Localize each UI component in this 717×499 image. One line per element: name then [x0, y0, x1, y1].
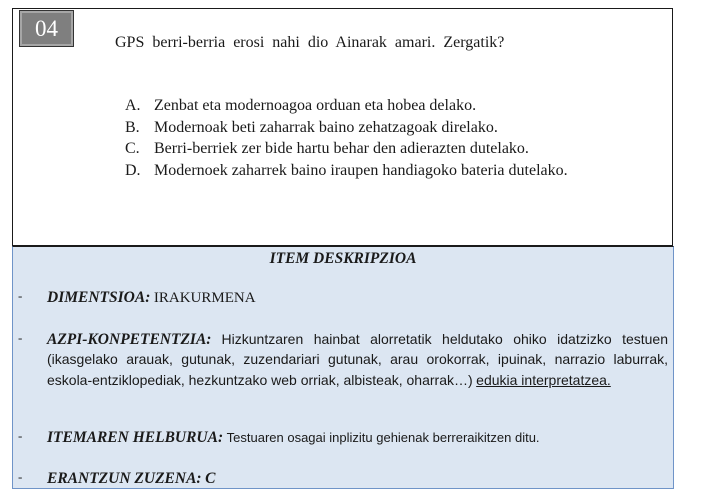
subcompetence-body — [47, 330, 668, 391]
options-list — [125, 95, 647, 181]
answer-value: C — [205, 470, 216, 487]
option-text: Modernoek zaharrek baino iraupen handiagoko bateria dutelako. — [154, 161, 568, 179]
answer-body — [47, 469, 668, 489]
bullet-dash: - — [18, 469, 23, 484]
bullet-dash: - — [18, 428, 23, 443]
option-c — [125, 138, 647, 160]
subcompetence-underlined: edukia interpretatzea. — [476, 371, 611, 388]
objective-label: ITEMAREN HELBURUA: — [47, 429, 224, 446]
item-number-badge: 04 — [19, 10, 74, 47]
option-letter: A. — [125, 97, 141, 114]
dimension-label: DIMENTSIOA: — [47, 289, 151, 306]
question-stem: GPS berri-berria erosi nahi dio Ainarak amari. Zergatik? — [115, 34, 505, 51]
objective-body — [47, 428, 668, 448]
description-title: ITEM DESKRIPZIOA — [269, 250, 417, 267]
option-letter: C. — [125, 140, 140, 157]
objective-value: Testuaren osagai inplizitu gehienak berreraikitzen ditu. — [226, 430, 540, 445]
subcompetence-label: AZPI-KONPETENTZIA: — [47, 331, 212, 348]
option-text: Modernoak beti zaharrak baino zehatzagoak direlako. — [154, 118, 498, 136]
question-box — [12, 8, 673, 246]
option-letter: D. — [125, 161, 141, 179]
option-text: Zenbat eta modernoagoa orduan eta hobea delako. — [154, 97, 477, 114]
bullet-dash: - — [18, 288, 23, 303]
option-a — [125, 95, 647, 117]
dimension-body — [47, 288, 668, 308]
option-d — [125, 160, 647, 182]
option-letter: B. — [125, 118, 140, 136]
option-text: Berri-berriek zer bide hartu behar den adierazten dutelako. — [154, 140, 529, 157]
item-description-box — [12, 246, 674, 489]
subcompetence-value: Hizkuntzaren hainbat alorretatik heldutako ohiko idatzizko testuen (ikasgelako arauak, gutunak, zuzendariari gutunak, arau orokorrak, ipuinak, narrazio laburrak, eskola-entziklopediak, hezkuntzako web orriak, albisteak, oharrak…) — [47, 331, 668, 388]
bullet-dash: - — [18, 330, 23, 345]
option-b — [125, 117, 647, 139]
dimension-value: IRAKURMENA — [153, 290, 256, 306]
answer-label: ERANTZUN ZUZENA: — [47, 470, 202, 487]
